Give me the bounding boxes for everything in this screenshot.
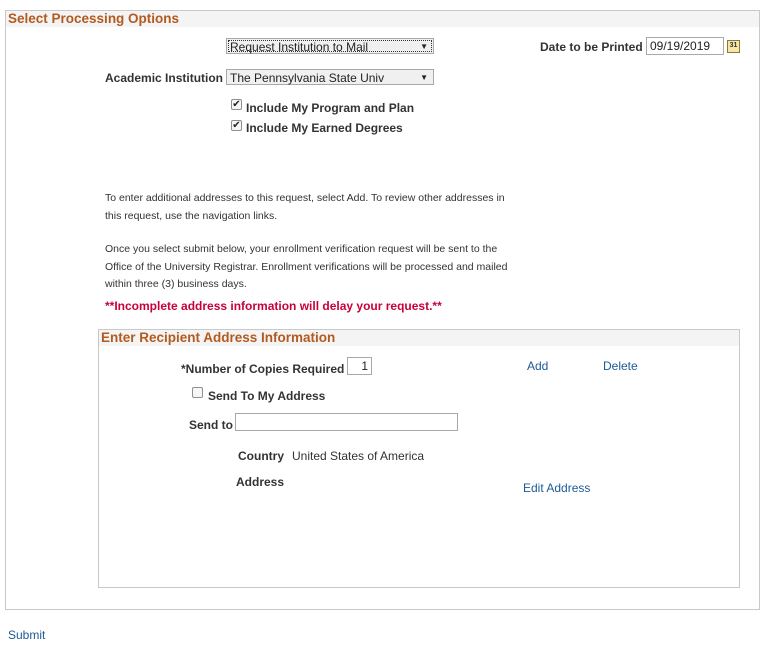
date-to-be-printed-label: Date to be Printed — [540, 40, 643, 54]
delivery-method-select[interactable] — [226, 38, 434, 54]
copies-required-label: *Number of Copies Required — [181, 362, 345, 376]
date-to-be-printed-input[interactable]: 09/19/2019 — [646, 37, 724, 55]
calendar-icon[interactable]: 31 — [727, 40, 740, 53]
checkmark-icon: ✔ — [232, 99, 241, 110]
send-to-my-address-label: Send To My Address — [208, 389, 326, 403]
copies-required-input[interactable]: 1 — [347, 357, 372, 375]
academic-institution-select[interactable] — [226, 69, 434, 85]
chevron-down-icon: ▼ — [420, 73, 428, 82]
info-text — [105, 190, 545, 294]
info-line: this request, use the navigation links. — [105, 209, 278, 222]
recipient-address-title: Enter Recipient Address Information — [101, 330, 336, 345]
info-line: Once you select submit below, your enrollment verification request will be sent to the — [105, 243, 498, 255]
info-line: within three (3) business days. — [105, 278, 247, 290]
delete-address-link[interactable]: Delete — [603, 359, 638, 373]
send-to-my-address-checkbox[interactable] — [192, 387, 203, 398]
include-program-checkbox[interactable] — [231, 99, 242, 110]
country-label: Country — [238, 449, 284, 463]
edit-address-link[interactable]: Edit Address — [523, 481, 591, 495]
academic-institution-label: Academic Institution — [105, 71, 224, 85]
add-address-link[interactable]: Add — [527, 359, 549, 373]
include-degrees-checkbox[interactable] — [231, 120, 242, 131]
academic-institution-value: The Pennsylvania State Univ — [230, 71, 385, 85]
incomplete-address-warning: **Incomplete address information will delay your request.** — [105, 299, 442, 313]
info-line: Office of the University Registrar. Enrollment verifications will be processed and mailed — [105, 260, 508, 273]
country-value: United States of America — [292, 449, 425, 463]
include-degrees-label: Include My Earned Degrees — [246, 121, 403, 135]
delivery-method-value: Request Institution to Mail — [230, 40, 369, 54]
info-line: To enter additional addresses to this request, select Add. To review other addresses in — [105, 192, 505, 204]
include-program-label: Include My Program and Plan — [246, 101, 415, 115]
send-to-input[interactable] — [235, 413, 458, 431]
send-to-label: Send to — [189, 418, 233, 432]
processing-options-title: Select Processing Options — [8, 11, 180, 26]
submit-link[interactable]: Submit — [8, 628, 46, 642]
chevron-down-icon: ▼ — [420, 42, 428, 51]
address-label: Address — [236, 475, 285, 489]
checkmark-icon: ✔ — [232, 120, 241, 131]
